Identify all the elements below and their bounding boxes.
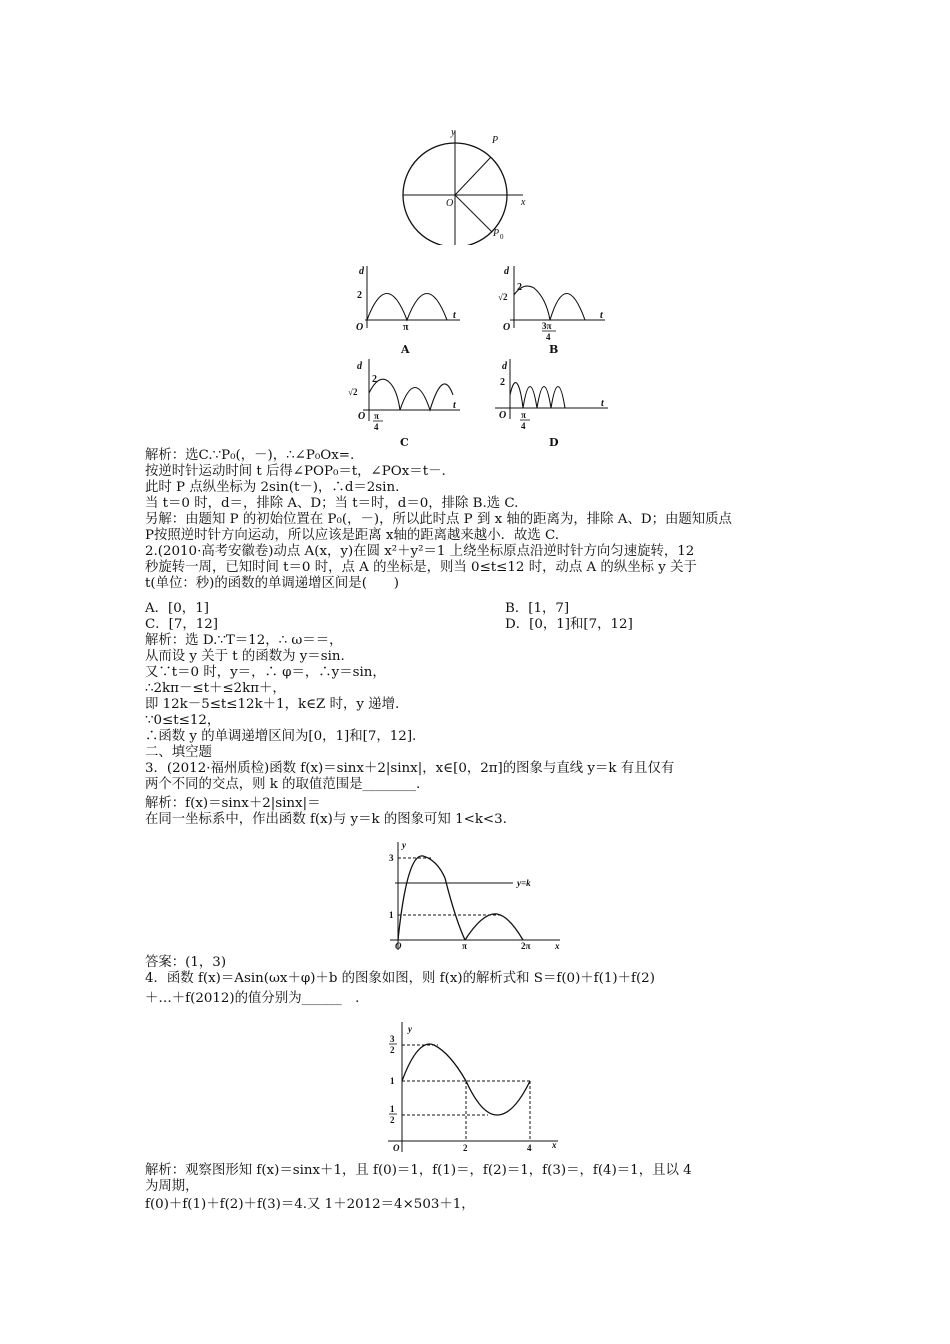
graph-q4-tick-32-den: 2 (390, 1045, 395, 1055)
graph-c-x-tick-den: 4 (374, 422, 379, 432)
graph-b-caption: B (549, 343, 559, 356)
graph-c-o-label: O (358, 411, 366, 422)
graph-q4-tick-32-num: 3 (390, 1034, 395, 1044)
unit-circle-figure (395, 125, 545, 245)
graph-b-d-label: d (504, 266, 509, 277)
circle-p0-label: P (493, 228, 500, 239)
graph-c-y-tick2: √2 (348, 387, 358, 397)
text-line: 解析：f(x)＝sinx＋2|sinx|＝ (145, 796, 321, 811)
graph-q3-2pi-label: 2π (521, 941, 531, 951)
text-line: 从而设 y 关于 t 的函数为 y＝sin. (145, 649, 345, 664)
graph-d-y-tick: 2 (500, 377, 505, 388)
graph-a-d-label: d (359, 266, 364, 277)
graph-q3-tick-3: 3 (389, 853, 394, 863)
graph-a-caption: A (401, 343, 410, 356)
graph-a-x-tick: π (403, 322, 409, 332)
graph-b-x-tick-den: 4 (546, 332, 551, 342)
graph-q4-tick-12-num: 1 (390, 1104, 395, 1114)
graph-q3-o-label: O (395, 941, 402, 951)
graph-d-o-label: O (499, 410, 507, 421)
section-heading: 二、填空题 (145, 745, 212, 760)
text-line: 即 12k－5≤t≤12k＋1，k∈Z 时，y 递增. (145, 697, 400, 712)
graph-q4-y-label: y (408, 1024, 412, 1034)
circle-origin-label: O (446, 198, 454, 209)
text-line: ∴函数 y 的单调递增区间为[0，1]和[7，12]. (145, 729, 417, 744)
graph-c-x-tick-num: π (374, 411, 379, 421)
graph-d-x-tick-den: 4 (521, 421, 526, 431)
graph-c (345, 355, 470, 435)
graph-q3-x-label: x (555, 941, 560, 951)
option-b: B．[1，7] (505, 601, 570, 616)
text-line: ∴2kπ－≤t＋≤2kπ＋， (145, 681, 286, 696)
graph-q4-x-label: x (552, 1140, 557, 1150)
graph-q3-y-label: y (402, 840, 406, 850)
circle-p0-subscript: 0 (500, 233, 504, 241)
graph-b-y-tick2: √2 (498, 292, 508, 302)
option-c: C．[7，12] (145, 617, 219, 632)
text-line: 当 t＝0 时，d＝，排除 A、D；当 t＝时，d＝0，排除 B.选 C. (145, 496, 519, 511)
graph-c-t-label: t (453, 400, 456, 411)
text-line: 另解：由题知 P 的初始位置在 P₀(，－)，所以此时点 P 到 x 轴的距离为，排除 A、D；由题知质点 (145, 512, 732, 527)
graph-b-t-label: t (600, 310, 603, 321)
graph-d-t-label: t (601, 398, 604, 409)
text-line: 此时 P 点纵坐标为 2sin(t－)，∴d＝2sin. (145, 480, 400, 495)
text-line: 4．函数 f(x)＝Asin(ωx＋φ)＋b 的图象如图，则 f(x)的解析式和 S＝f(0)＋f(1)＋f(2) (145, 971, 655, 986)
option-a: A．[0，1] (145, 601, 209, 616)
text-line: 在同一坐标系中，作出函数 f(x)与 y＝k 的图象可知 1<k<3. (145, 812, 507, 827)
text-line: 又∵t＝0 时，y＝，∴ φ＝，∴y＝sin， (145, 665, 386, 680)
graph-c-d-label: d (357, 361, 362, 372)
graph-c-caption: C (400, 436, 409, 449)
text-line: 为周期， (145, 1179, 199, 1194)
graph-b-y-tick: 2 (517, 282, 522, 293)
graph-d (490, 355, 615, 435)
graph-a-y-tick: 2 (357, 290, 362, 301)
option-d: D．[0，1]和[7，12] (505, 617, 633, 632)
graph-q3-line-label: y=k (517, 878, 531, 888)
graph-d-x-tick-num: π (521, 410, 526, 420)
text-line: 两个不同的交点，则 k 的取值范围是________. (145, 777, 421, 792)
text-line: P按照逆时针方向运动，所以应该是距离 x轴的距离越来越小．故选 C. (145, 528, 560, 543)
graph-q3 (385, 838, 565, 953)
graph-d-d-label: d (502, 361, 507, 372)
text-line: 解析：观察图形知 f(x)＝sinx＋1，且 f(0)＝1，f(1)＝，f(2)＝1，f(3)＝，f(4)＝1，且以 4 (145, 1163, 692, 1178)
text-line: 解析：选C.∵P₀(，－)，∴∠P₀Ox=. (145, 448, 355, 463)
graph-b (490, 262, 610, 342)
answer-line: 答案：(1，3) (145, 955, 227, 970)
text-line: 解析：选 D.∵T＝12，∴ ω＝＝， (145, 633, 343, 648)
graph-q3-tick-1: 1 (389, 910, 394, 920)
circle-x-label: x (521, 197, 526, 208)
text-line: ∵0≤t≤12， (145, 713, 221, 728)
graph-q4-tick-1: 1 (390, 1076, 395, 1086)
text-line: 按逆时针运动时间 t 后得∠POP₀＝t，∠POx＝t－. (145, 464, 446, 479)
graph-q4 (378, 1018, 563, 1158)
graph-q4-tick-12-den: 2 (390, 1115, 395, 1125)
text-line: 秒旋转一周，已知时间 t＝0 时，点 A 的坐标是，则当 0≤t≤12 时，动点 A 的纵坐标 y 关于 (145, 560, 697, 575)
graph-c-y-tick: 2 (372, 374, 377, 385)
graph-b-x-tick-num: 3π (542, 321, 552, 331)
graph-q4-x-4: 4 (527, 1143, 532, 1153)
graph-d-caption: D (549, 436, 559, 449)
graph-q4-o-label: O (393, 1143, 400, 1153)
circle-y-label: y (451, 127, 456, 138)
graph-a-t-label: t (453, 310, 456, 321)
graph-a-o-label: O (356, 322, 364, 332)
graph-a (345, 262, 465, 332)
circle-p-label: P (492, 135, 499, 146)
text-line: ＋…＋f(2012)的值分别为______ . (145, 991, 360, 1006)
text-line: t(单位：秒)的函数的单调递增区间是( ) (145, 576, 399, 591)
graph-b-o-label: O (503, 322, 511, 333)
text-line: 2.(2010·高考安徽卷)动点 A(x，y)在圆 x²＋y²＝1 上绕坐标原点沿逆时针方向匀速旋转，12 (145, 544, 695, 559)
graph-q3-pi-label: π (462, 941, 467, 951)
text-line: f(0)＋f(1)＋f(2)＋f(3)＝4.又 1＋2012＝4×503＋1， (145, 1197, 475, 1212)
text-line: 3．(2012·福州质检)函数 f(x)＝sinx＋2|sinx|，x∈[0，2π]的图象与直线 y＝k 有且仅有 (145, 761, 675, 776)
graph-q4-x-2: 2 (463, 1143, 468, 1153)
